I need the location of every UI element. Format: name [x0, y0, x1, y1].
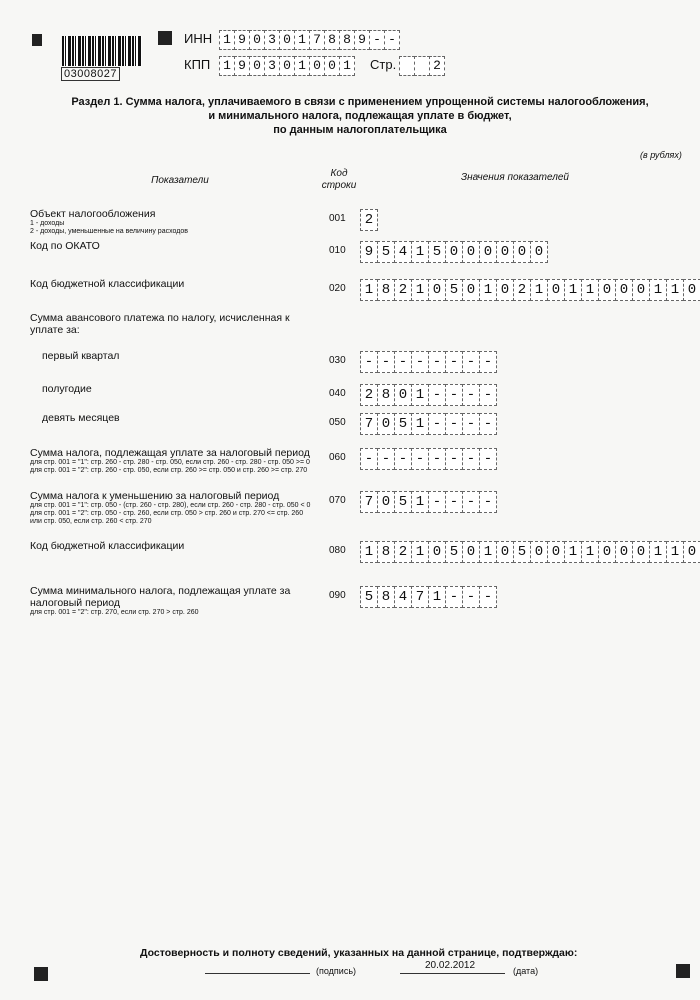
- digit-cell[interactable]: 0: [683, 541, 700, 563]
- barcode-number: 03008027: [61, 67, 120, 81]
- digit-cell[interactable]: 1: [411, 279, 429, 301]
- row-note: для стр. 001 = "2": стр. 270, если стр. 270 > стр. 260: [30, 609, 199, 616]
- digit-cell[interactable]: 1: [564, 541, 582, 563]
- column-code: Код строки: [321, 168, 357, 191]
- digit-cell[interactable]: 4: [394, 241, 412, 263]
- digit-cell[interactable]: -: [384, 30, 400, 50]
- date-value: 20.02.2012: [425, 960, 476, 971]
- row-label-text: Сумма налога к уменьшению за налоговый период: [30, 490, 280, 502]
- digit-cell[interactable]: -: [428, 413, 446, 435]
- digit-cell[interactable]: 0: [279, 30, 295, 50]
- digit-cell[interactable]: 0: [377, 491, 395, 513]
- digit-cell[interactable]: 0: [249, 56, 265, 76]
- digit-cell[interactable]: 1: [530, 279, 548, 301]
- digit-cell[interactable]: -: [428, 351, 446, 373]
- row-value-cells: [360, 279, 700, 301]
- row-note: 2 - доходы, уменьшенные на величину расходов: [30, 228, 188, 235]
- section-title: [40, 95, 680, 137]
- row-label-text: Код по ОКАТО: [30, 240, 100, 252]
- digit-cell[interactable]: 2: [429, 56, 445, 76]
- row-value-cells: [360, 413, 496, 435]
- kpp-cells: [219, 56, 354, 76]
- digit-cell[interactable]: 0: [530, 541, 548, 563]
- digit-cell[interactable]: 5: [445, 279, 463, 301]
- digit-cell[interactable]: 1: [479, 541, 497, 563]
- digit-cell[interactable]: -: [428, 384, 446, 406]
- digit-cell[interactable]: 9: [234, 56, 250, 76]
- column-values: Значения показателей: [460, 172, 569, 183]
- row-label: [30, 540, 320, 552]
- digit-cell[interactable]: -: [462, 491, 480, 513]
- row-note: 1 - доходы: [30, 220, 65, 227]
- digit-cell[interactable]: 1: [666, 541, 684, 563]
- digit-cell[interactable]: 0: [530, 241, 548, 263]
- digit-cell[interactable]: 0: [496, 279, 514, 301]
- row-label: [30, 278, 320, 290]
- digit-cell[interactable]: -: [479, 491, 497, 513]
- digit-cell[interactable]: 5: [394, 413, 412, 435]
- digit-cell[interactable]: -: [377, 351, 395, 373]
- digit-cell[interactable]: 0: [632, 541, 650, 563]
- digit-cell[interactable]: 0: [249, 30, 265, 50]
- digit-cell[interactable]: 2: [394, 541, 412, 563]
- header-marker: [158, 31, 172, 45]
- row-label-text: Код бюджетной классификации: [30, 540, 185, 552]
- digit-cell[interactable]: 1: [666, 279, 684, 301]
- row-code: 060: [329, 452, 346, 463]
- digit-cell[interactable]: 0: [632, 279, 650, 301]
- row-note: для стр. 001 = "1": стр. 260 - стр. 280 - стр. 050, если стр. 260 - стр. 280 - стр. 050 >= 0: [30, 459, 310, 466]
- digit-cell[interactable]: -: [394, 448, 412, 470]
- digit-cell[interactable]: -: [479, 413, 497, 435]
- confirm-statement: Достоверность и полноту сведений, указанных на данной странице, подтверждаю:: [140, 947, 578, 959]
- digit-cell[interactable]: 7: [360, 491, 378, 513]
- row-value-cells: [360, 209, 377, 231]
- digit-cell[interactable]: 1: [581, 279, 599, 301]
- digit-cell[interactable]: 0: [462, 541, 480, 563]
- row-label-text: полугодие: [42, 383, 92, 395]
- row-label: [42, 350, 332, 362]
- digit-cell[interactable]: -: [360, 351, 378, 373]
- digit-cell[interactable]: -: [462, 586, 480, 608]
- digit-cell[interactable]: 0: [462, 241, 480, 263]
- row-label-text: первый квартал: [42, 350, 120, 362]
- digit-cell[interactable]: 3: [264, 30, 280, 50]
- digit-cell[interactable]: 1: [360, 279, 378, 301]
- digit-cell[interactable]: 0: [324, 56, 340, 76]
- row-code: 030: [329, 355, 346, 366]
- digit-cell[interactable]: [399, 56, 415, 76]
- digit-cell[interactable]: 0: [309, 56, 325, 76]
- title-line-2: и минимального налога, подлежащая уплате в бюджет,: [208, 110, 512, 122]
- digit-cell[interactable]: 0: [377, 413, 395, 435]
- digit-cell[interactable]: 2: [394, 279, 412, 301]
- digit-cell[interactable]: 0: [547, 541, 565, 563]
- row-label-text: Сумма налога, подлежащая уплате за налоговый период: [30, 447, 310, 459]
- digit-cell[interactable]: 1: [411, 384, 429, 406]
- digit-cell[interactable]: 1: [411, 541, 429, 563]
- digit-cell[interactable]: 1: [411, 413, 429, 435]
- digit-cell[interactable]: 2: [360, 384, 378, 406]
- digit-cell[interactable]: 1: [411, 491, 429, 513]
- row-label-text: Сумма минимального налога, подлежащая уплате за налоговый период: [30, 585, 291, 609]
- digit-cell[interactable]: 1: [564, 279, 582, 301]
- digit-cell[interactable]: -: [462, 448, 480, 470]
- digit-cell[interactable]: 5: [445, 541, 463, 563]
- digit-cell[interactable]: 7: [411, 586, 429, 608]
- digit-cell[interactable]: 1: [649, 279, 667, 301]
- digit-cell[interactable]: -: [462, 351, 480, 373]
- corner-marker-bottom-left: [34, 967, 48, 981]
- digit-cell[interactable]: -: [445, 491, 463, 513]
- digit-cell[interactable]: 1: [219, 56, 235, 76]
- digit-cell[interactable]: 1: [581, 541, 599, 563]
- digit-cell[interactable]: -: [428, 491, 446, 513]
- digit-cell[interactable]: 0: [445, 241, 463, 263]
- digit-cell[interactable]: -: [360, 448, 378, 470]
- digit-cell[interactable]: 2: [513, 279, 531, 301]
- digit-cell[interactable]: 4: [394, 586, 412, 608]
- digit-cell[interactable]: -: [394, 351, 412, 373]
- digit-cell[interactable]: 1: [411, 241, 429, 263]
- row-value-cells: [360, 351, 496, 373]
- digit-cell[interactable]: 0: [547, 279, 565, 301]
- digit-cell[interactable]: 1: [360, 541, 378, 563]
- digit-cell[interactable]: -: [411, 448, 429, 470]
- row-note: для стр. 001 = "2": стр. 050 - стр. 260, если стр. 050 > стр. 260 и стр. 270 <= стр. 260: [30, 510, 304, 517]
- row-value-cells: [360, 448, 496, 470]
- row-label-text: Сумма авансового платежа по налогу, исчисленная к уплате за:: [30, 312, 290, 336]
- digit-cell[interactable]: -: [479, 384, 497, 406]
- digit-cell[interactable]: 5: [377, 241, 395, 263]
- row-code: 040: [329, 388, 346, 399]
- digit-cell[interactable]: 1: [219, 30, 235, 50]
- page-label: Стр.: [370, 57, 397, 72]
- row-code: 090: [329, 590, 346, 601]
- digit-cell[interactable]: -: [411, 351, 429, 373]
- row-label: [42, 412, 332, 424]
- digit-cell[interactable]: 0: [428, 279, 446, 301]
- digit-cell[interactable]: 5: [513, 541, 531, 563]
- barcode: [62, 36, 142, 66]
- row-code: 010: [329, 245, 346, 256]
- date-label: (дата): [513, 966, 539, 976]
- digit-cell[interactable]: 1: [428, 586, 446, 608]
- digit-cell[interactable]: 5: [428, 241, 446, 263]
- digit-cell[interactable]: -: [445, 351, 463, 373]
- row-label: [30, 312, 320, 336]
- digit-cell[interactable]: 8: [377, 586, 395, 608]
- digit-cell[interactable]: -: [445, 384, 463, 406]
- digit-cell[interactable]: [414, 56, 430, 76]
- row-code: 050: [329, 417, 346, 428]
- digit-cell[interactable]: 0: [513, 241, 531, 263]
- digit-cell[interactable]: 0: [615, 541, 633, 563]
- digit-cell[interactable]: 0: [462, 279, 480, 301]
- digit-cell[interactable]: -: [377, 448, 395, 470]
- title-line-1: Раздел 1. Сумма налога, уплачиваемого в связи с применением упрощенной системы налогообложения,: [71, 96, 649, 108]
- row-value-cells: [360, 491, 496, 513]
- digit-cell[interactable]: 7: [360, 413, 378, 435]
- digit-cell[interactable]: 7: [309, 30, 325, 50]
- row-label-text: Код бюджетной классификации: [30, 278, 185, 290]
- digit-cell[interactable]: -: [445, 413, 463, 435]
- digit-cell[interactable]: 8: [377, 541, 395, 563]
- digit-cell[interactable]: 3: [264, 56, 280, 76]
- inn-cells: [219, 30, 399, 50]
- digit-cell[interactable]: 0: [496, 541, 514, 563]
- row-value-cells: [360, 586, 496, 608]
- digit-cell[interactable]: 5: [394, 491, 412, 513]
- row-label: [42, 383, 332, 395]
- column-indicators: Показатели: [151, 175, 209, 186]
- digit-cell[interactable]: 0: [598, 541, 616, 563]
- digit-cell[interactable]: -: [479, 586, 497, 608]
- digit-cell[interactable]: 8: [377, 384, 395, 406]
- digit-cell[interactable]: -: [479, 448, 497, 470]
- digit-cell[interactable]: 1: [649, 541, 667, 563]
- digit-cell[interactable]: 8: [377, 279, 395, 301]
- digit-cell[interactable]: 5: [360, 586, 378, 608]
- digit-cell[interactable]: -: [462, 384, 480, 406]
- row-note: для стр. 001 = "2": стр. 260 - стр. 050, если стр. 260 >= стр. 050 и стр. 260 >= стр. 270: [30, 467, 308, 474]
- row-code: 080: [329, 545, 346, 556]
- row-note: или стр. 050, если стр. 260 < стр. 270: [30, 518, 152, 525]
- digit-cell[interactable]: 1: [339, 56, 355, 76]
- row-label: [30, 585, 320, 617]
- units-label: (в рублях): [640, 150, 682, 160]
- page-cells: [399, 56, 444, 76]
- row-code: 070: [329, 495, 346, 506]
- digit-cell[interactable]: 1: [294, 30, 310, 50]
- corner-marker-bottom-right: [676, 964, 690, 978]
- digit-cell[interactable]: 0: [479, 241, 497, 263]
- digit-cell[interactable]: 0: [496, 241, 514, 263]
- title-line-3: по данным налогоплательщика: [273, 124, 447, 136]
- signature-label: (подпись): [316, 966, 357, 976]
- digit-cell[interactable]: 0: [428, 541, 446, 563]
- signature-line[interactable]: [205, 973, 310, 974]
- inn-label: ИНН: [184, 31, 213, 46]
- digit-cell[interactable]: -: [462, 413, 480, 435]
- digit-cell[interactable]: 9: [234, 30, 250, 50]
- row-label: [30, 490, 320, 526]
- digit-cell[interactable]: 8: [339, 30, 355, 50]
- digit-cell[interactable]: -: [428, 448, 446, 470]
- digit-cell[interactable]: 1: [294, 56, 310, 76]
- digit-cell[interactable]: 0: [683, 279, 700, 301]
- row-label: [30, 447, 320, 475]
- row-note: для стр. 001 = "1": стр. 050 - (стр. 260 - стр. 280), если стр. 260 - стр. 280 - стр. 050 < 0: [30, 502, 311, 509]
- digit-cell[interactable]: 9: [354, 30, 370, 50]
- kpp-label: КПП: [184, 57, 211, 72]
- row-label: [30, 240, 320, 252]
- row-label-text: девять месяцев: [42, 412, 120, 424]
- row-label: [30, 208, 320, 236]
- digit-cell[interactable]: 9: [360, 241, 378, 263]
- digit-cell[interactable]: 0: [279, 56, 295, 76]
- digit-cell[interactable]: -: [445, 448, 463, 470]
- row-value-cells: [360, 241, 547, 263]
- digit-cell[interactable]: 0: [598, 279, 616, 301]
- digit-cell[interactable]: -: [445, 586, 463, 608]
- corner-marker-top-left: [32, 34, 42, 46]
- digit-cell[interactable]: -: [369, 30, 385, 50]
- digit-cell[interactable]: 2: [360, 209, 378, 231]
- row-code: 020: [329, 283, 346, 294]
- digit-cell[interactable]: 8: [324, 30, 340, 50]
- row-value-cells: [360, 541, 700, 563]
- digit-cell[interactable]: 0: [615, 279, 633, 301]
- digit-cell[interactable]: -: [479, 351, 497, 373]
- digit-cell[interactable]: 0: [394, 384, 412, 406]
- digit-cell[interactable]: 1: [479, 279, 497, 301]
- row-code: 001: [329, 213, 346, 224]
- row-value-cells: [360, 384, 496, 406]
- date-line: [400, 973, 505, 974]
- row-label-text: Объект налогообложения: [30, 208, 156, 220]
